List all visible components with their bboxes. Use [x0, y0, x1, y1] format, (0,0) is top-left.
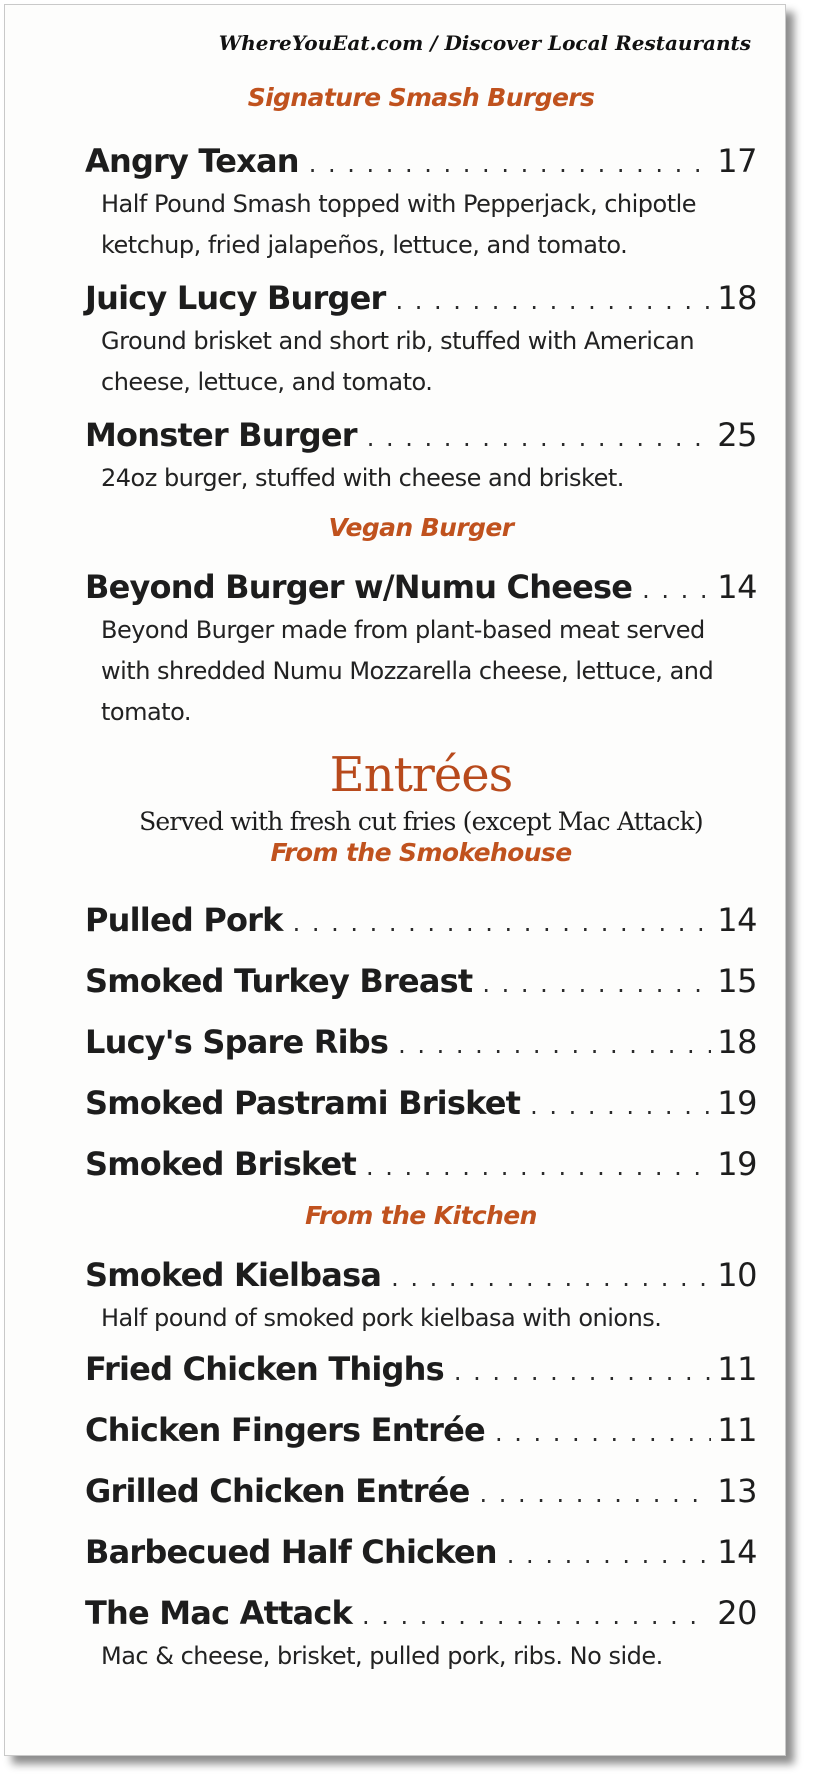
item-price: 19: [717, 1084, 757, 1122]
item-name: Smoked Kielbasa: [85, 1256, 382, 1294]
item-price: 18: [717, 1023, 757, 1061]
item-row: [85, 900, 757, 943]
dot-leader: [309, 144, 712, 184]
item-price: 17: [717, 142, 757, 180]
dot-leader: [454, 1352, 711, 1392]
item-name: Juicy Lucy Burger: [85, 279, 386, 317]
item-price: 14: [717, 901, 757, 939]
dot-leader: [366, 1147, 711, 1187]
item-price: 25: [717, 416, 757, 454]
dot-leader: [479, 1474, 711, 1514]
item-price: 18: [717, 279, 757, 317]
item-row: [85, 567, 757, 610]
dot-leader: [530, 1086, 711, 1126]
dot-leader: [507, 1535, 711, 1575]
item-price: 11: [717, 1350, 757, 1388]
item-price: 14: [717, 568, 757, 606]
item-price: 19: [717, 1145, 757, 1183]
item-name: Smoked Pastrami Brisket: [85, 1084, 521, 1122]
item-price: 13: [717, 1472, 757, 1510]
item-list-kitchen: [85, 1349, 757, 1575]
item-description: Beyond Burger made from plant-based meat served with shredded Numu Mozzarella cheese, lettuce, and tomato.: [101, 616, 714, 726]
dot-leader: [367, 418, 712, 458]
dot-leader: [482, 964, 711, 1004]
item-description: Mac & cheese, brisket, pulled pork, ribs. No side.: [101, 1642, 663, 1670]
item-row: [85, 278, 757, 321]
menu-item: [85, 278, 757, 403]
item-name: Monster Burger: [85, 416, 357, 454]
item-name: Lucy's Spare Ribs: [85, 1023, 389, 1061]
menu-content: [85, 83, 757, 1677]
item-name: Pulled Pork: [85, 901, 283, 939]
item-price: 20: [717, 1594, 757, 1632]
entrees-title: Entrées: [329, 747, 513, 803]
item-row: [85, 1083, 757, 1126]
item-row: [85, 1349, 757, 1392]
menu-item: [85, 1593, 757, 1677]
item-row: [85, 141, 757, 184]
menu-item: [85, 415, 757, 499]
item-price: 11: [717, 1411, 757, 1449]
item-name: Chicken Fingers Entrée: [85, 1411, 485, 1449]
section-heading-smokehouse: From the Smokehouse: [270, 838, 572, 867]
dot-leader: [293, 903, 712, 943]
item-row: [85, 415, 757, 458]
item-description: 24oz burger, stuffed with cheese and brisket.: [101, 464, 624, 492]
item-name: Barbecued Half Chicken: [85, 1533, 497, 1571]
menu-page: [4, 4, 786, 1756]
item-name: Angry Texan: [85, 142, 299, 180]
dot-leader: [391, 1258, 711, 1298]
item-price: 15: [717, 962, 757, 1000]
dot-leader: [362, 1596, 711, 1636]
item-description: Ground brisket and short rib, stuffed with American cheese, lettuce, and tomato.: [101, 327, 695, 396]
item-name: Fried Chicken Thighs: [85, 1350, 444, 1388]
item-name: Beyond Burger w/Numu Cheese: [85, 568, 633, 606]
dot-leader: [642, 570, 711, 610]
section-heading-burgers: Signature Smash Burgers: [247, 83, 595, 112]
item-row: [85, 1410, 757, 1453]
item-name: Smoked Brisket: [85, 1145, 356, 1183]
item-row: [85, 961, 757, 1004]
item-description: Half pound of smoked pork kielbasa with onions.: [101, 1304, 662, 1332]
dot-leader: [396, 281, 712, 321]
item-row: [85, 1593, 757, 1636]
entrees-subtitle: Served with fresh cut fries (except Mac Attack): [139, 807, 703, 836]
menu-item: [85, 1255, 757, 1339]
dot-leader: [398, 1025, 711, 1065]
dot-leader: [495, 1413, 711, 1453]
item-price: 14: [717, 1533, 757, 1571]
item-row: [85, 1144, 757, 1187]
item-row: [85, 1255, 757, 1298]
item-row: [85, 1471, 757, 1514]
menu-item: [85, 567, 757, 733]
watermark: WhereYouEat.com / Discover Local Restaurants: [218, 31, 751, 55]
item-row: [85, 1022, 757, 1065]
item-list-smokehouse: [85, 900, 757, 1187]
item-name: The Mac Attack: [85, 1594, 353, 1632]
item-price: 10: [717, 1256, 757, 1294]
menu-item: [85, 141, 757, 266]
section-heading-kitchen: From the Kitchen: [305, 1201, 537, 1230]
item-description: Half Pound Smash topped with Pepperjack, chipotle ketchup, fried jalapeños, lettuce, and tomato.: [101, 190, 697, 259]
item-row: [85, 1532, 757, 1575]
item-name: Smoked Turkey Breast: [85, 962, 473, 1000]
section-heading-vegan: Vegan Burger: [328, 513, 514, 542]
item-name: Grilled Chicken Entrée: [85, 1472, 470, 1510]
